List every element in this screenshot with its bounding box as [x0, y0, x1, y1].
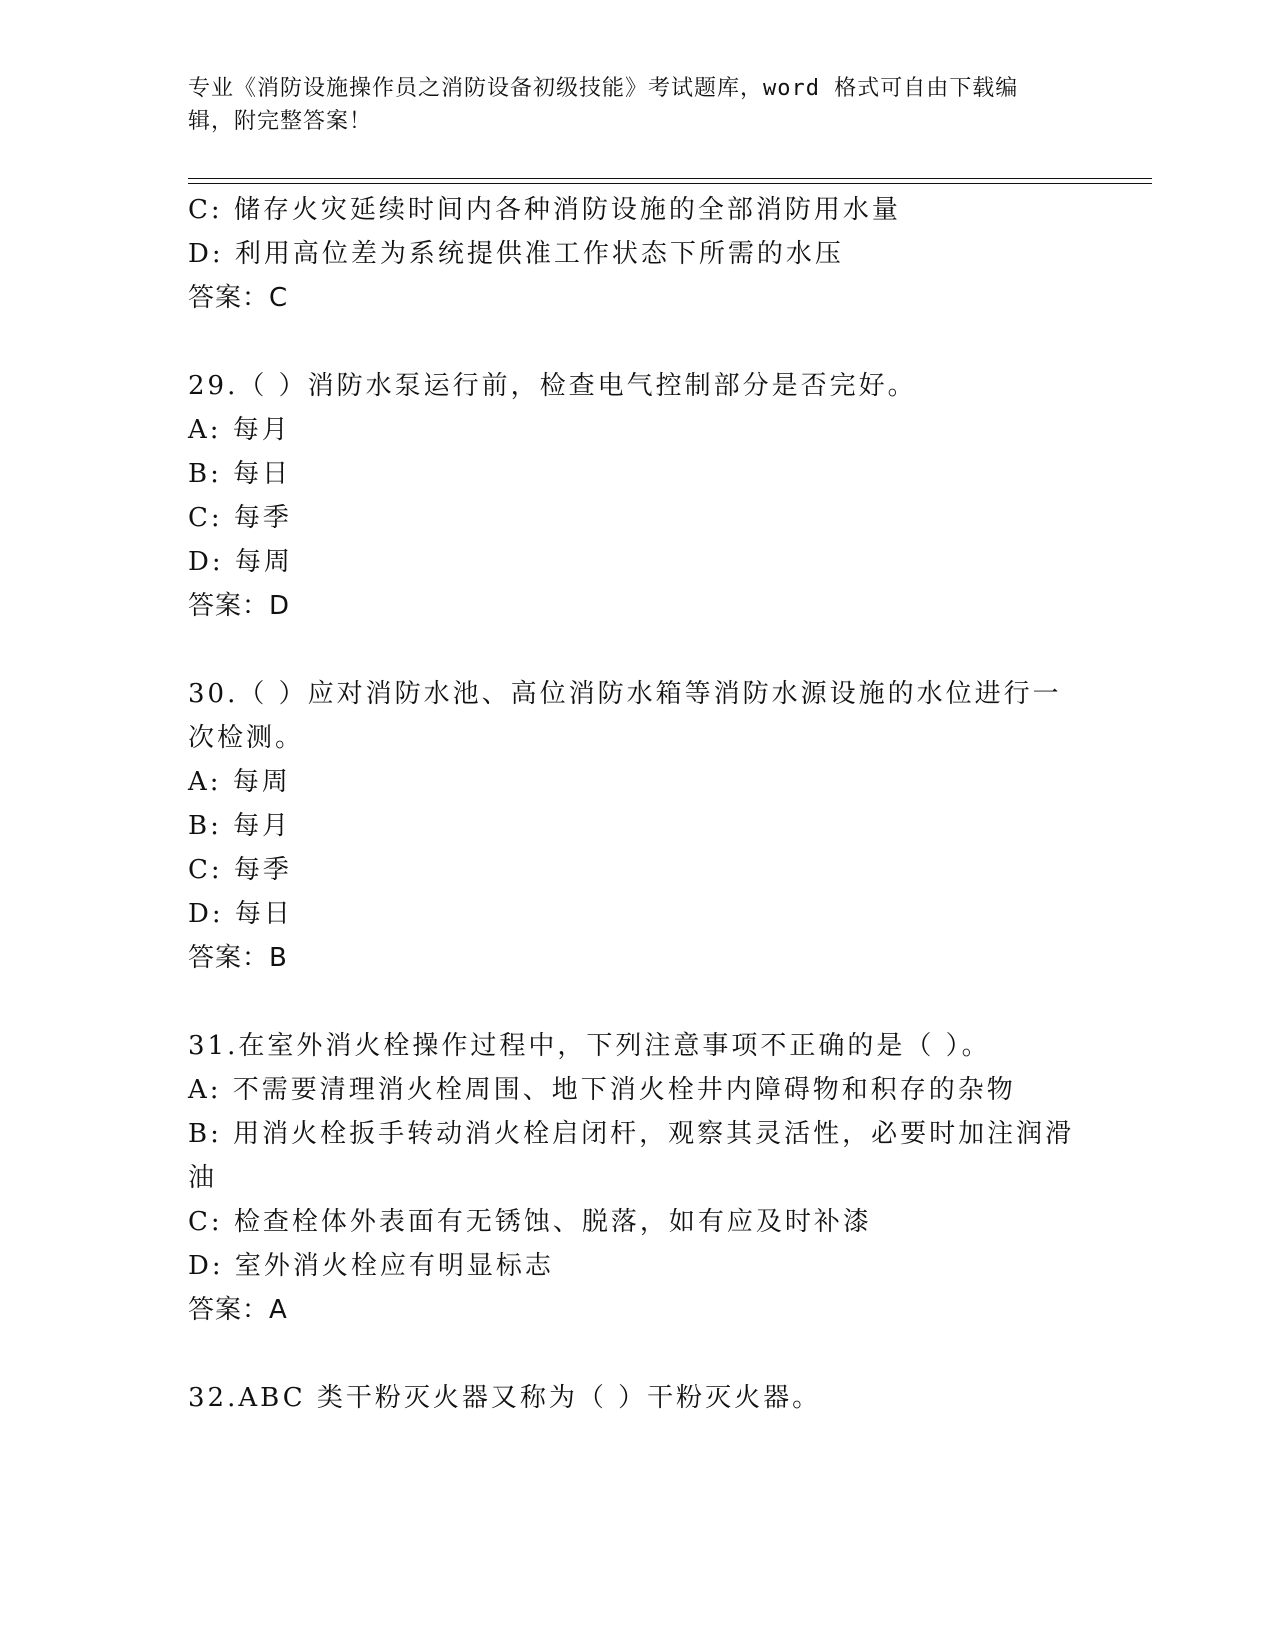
q28-option-d: D: 利用高位差为系统提供准工作状态下所需的水压 [188, 239, 844, 269]
q32-stem: 32.ABC 类干粉灭火器又称为（ ）干粉灭火器。 [188, 1383, 822, 1413]
q31-option-b-line-1: B: 用消火栓扳手转动消火栓启闭杆，观察其灵活性，必要时加注润滑 [188, 1119, 1075, 1149]
q31-option-c: C: 检查栓体外表面有无锈蚀、脱落，如有应及时补漆 [188, 1207, 872, 1237]
q30-option-b: B: 每月 [188, 811, 292, 841]
q31-answer: 答案：A [188, 1295, 288, 1325]
q30-option-c: C: 每季 [188, 855, 292, 885]
q29-option-d: D: 每周 [188, 547, 293, 577]
q29-option-b: B: 每日 [188, 459, 292, 489]
q29-option-c: C: 每季 [188, 503, 292, 533]
q29-stem: 29.（ ）消防水泵运行前，检查电气控制部分是否完好。 [188, 371, 917, 401]
q30-option-a: A: 每周 [188, 767, 291, 797]
q29-answer: 答案：D [188, 591, 291, 621]
q28-option-c: C: 储存火灾延续时间内各种消防设施的全部消防用水量 [188, 195, 901, 225]
q31-stem: 31.在室外消火栓操作过程中，下列注意事项不正确的是（ ）。 [188, 1031, 991, 1061]
q31-option-b-line-2: 油 [188, 1163, 218, 1193]
q29-option-a: A: 每月 [188, 415, 291, 445]
q31-option-a: A: 不需要清理消火栓周围、地下消火栓井内障碍物和积存的杂物 [188, 1075, 1016, 1105]
q30-option-d: D: 每日 [188, 899, 293, 929]
header-line-2: 辑，附完整答案！ [188, 109, 373, 134]
header-line-1: 专业《消防设施操作员之消防设备初级技能》考试题库，word 格式可自由下载编 [188, 76, 1019, 101]
q31-option-d: D: 室外消火栓应有明显标志 [188, 1251, 554, 1281]
header-divider-bottom [188, 183, 1152, 184]
q28-answer: 答案：C [188, 283, 289, 313]
document-header [188, 72, 1088, 138]
q30-stem-line-1: 30.（ ）应对消防水池、高位消防水箱等消防水源设施的水位进行一 [188, 679, 1062, 709]
q30-stem-line-2: 次检测。 [188, 723, 305, 753]
q30-answer: 答案：B [188, 943, 288, 973]
header-divider-top [188, 178, 1152, 179]
